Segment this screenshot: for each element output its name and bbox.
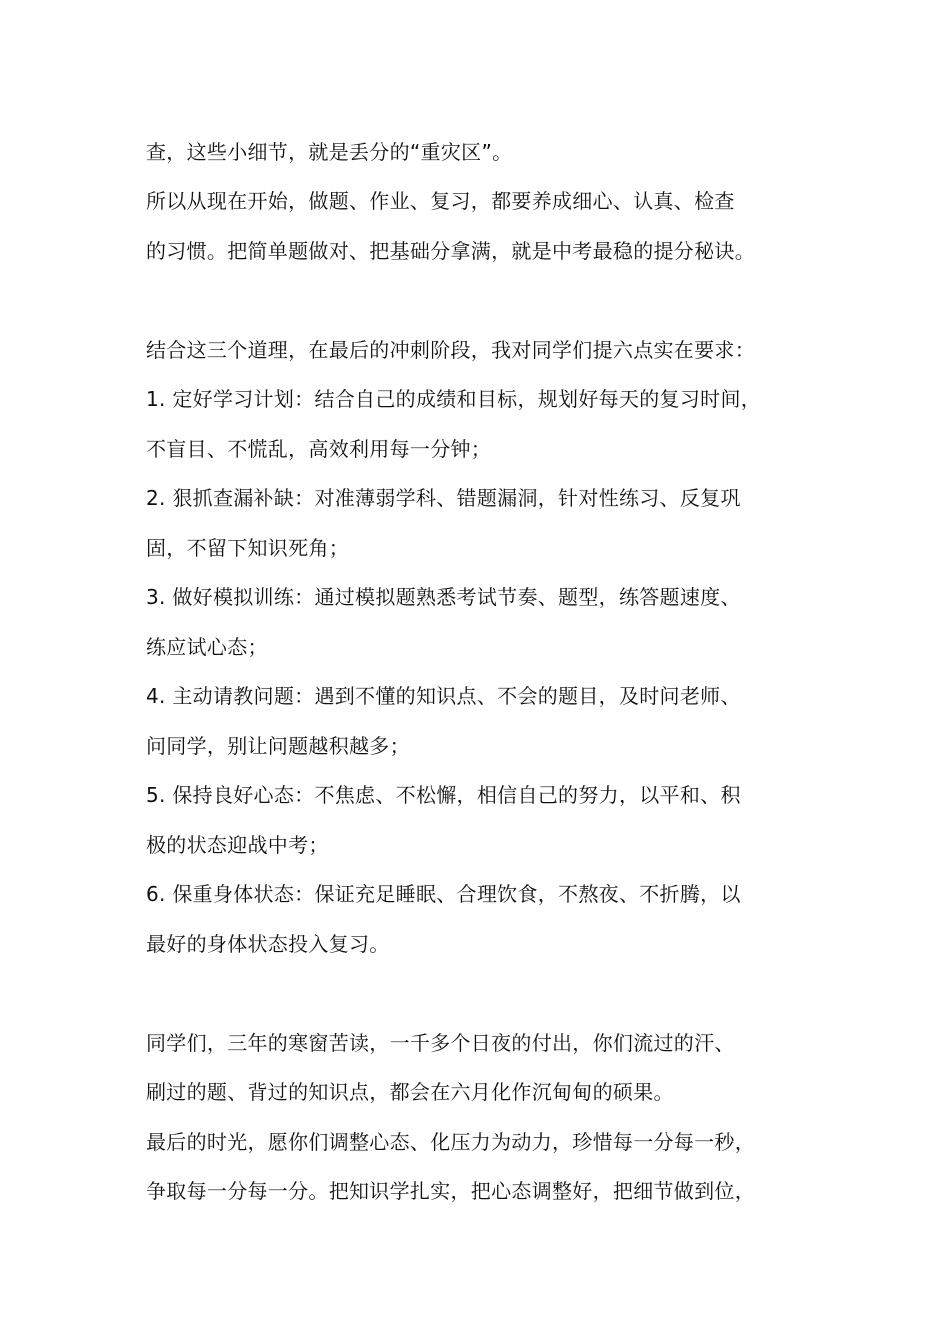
- text-line: 结合这三个道理，在最后的冲刺阶段，我对同学们提六点实在要求：: [146, 338, 755, 362]
- text-line: 查，这些小细节，就是丢分的“重灾区”。: [146, 140, 513, 164]
- list-item-5: 5. 保持良好心态：不焦虑、不松懈，相信自己的努力，以平和、积: [146, 783, 741, 807]
- text-line: 刷过的题、背过的知识点，都会在六月化作沉甸甸的硕果。: [146, 1080, 674, 1104]
- text-line: 练应试心态；: [146, 635, 268, 659]
- list-item-3: 3. 做好模拟训练：通过模拟题熟悉考试节奏、题型，练答题速度、: [146, 585, 741, 609]
- text-line: 最后的时光，愿你们调整心态、化压力为动力，珍惜每一分每一秒，: [146, 1130, 755, 1154]
- text-line: 问同学，别让问题越积越多；: [146, 734, 410, 758]
- text-line: 极的状态迎战中考；: [146, 833, 329, 857]
- list-item-2: 2. 狠抓查漏补缺：对准薄弱学科、错题漏洞，针对性练习、反复巩: [146, 486, 741, 510]
- text-line: 不盲目、不慌乱，高效利用每一分钟；: [146, 437, 492, 461]
- text-line: 争取每一分每一分。把知识学扎实，把心态调整好，把细节做到位，: [146, 1179, 755, 1203]
- list-item-4: 4. 主动请教问题：遇到不懂的知识点、不会的题目，及时问老师、: [146, 684, 741, 708]
- list-item-6: 6. 保重身体状态：保证充足睡眠、合理饮食，不熬夜、不折腾，以: [146, 882, 741, 906]
- text-line: 同学们，三年的寒窗苦读，一千多个日夜的付出，你们流过的汗、: [146, 1031, 735, 1055]
- list-item-1: 1. 定好学习计划：结合自己的成绩和目标，规划好每天的复习时间，: [146, 387, 762, 411]
- text-line: 固，不留下知识死角；: [146, 536, 349, 560]
- text-line: 的习惯。把简单题做对、把基础分拿满，就是中考最稳的提分秘诀。: [146, 239, 755, 263]
- text-line: 所以从现在开始，做题、作业、复习，都要养成细心、认真、检查: [146, 189, 735, 213]
- text-line: 最好的身体状态投入复习。: [146, 932, 390, 956]
